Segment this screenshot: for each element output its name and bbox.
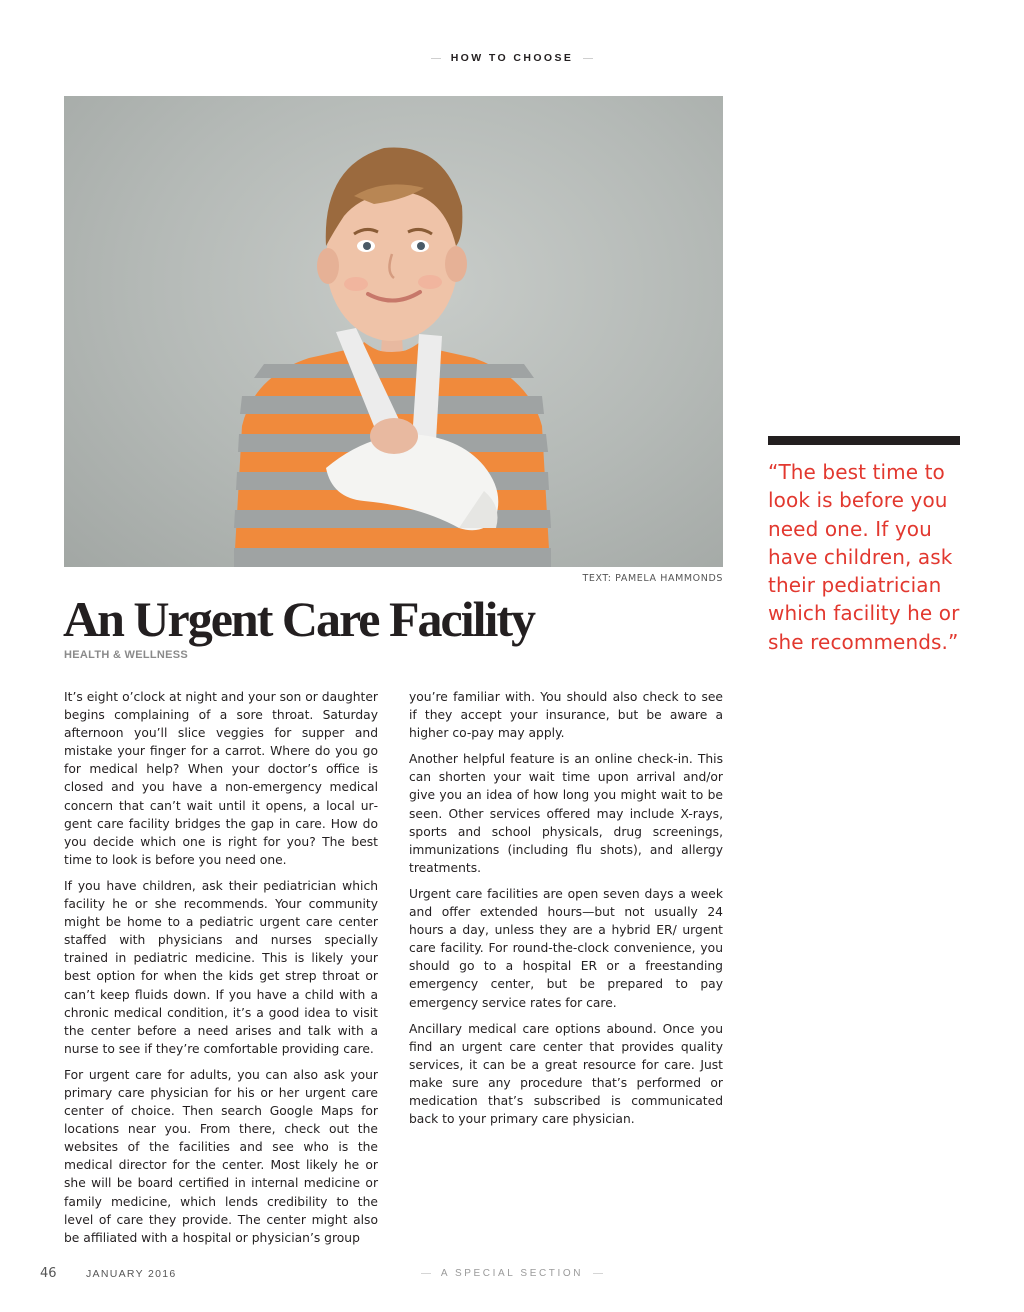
footer-section: [0, 1268, 1024, 1279]
page-number: 46: [40, 1266, 57, 1281]
boy-illustration: [64, 96, 723, 567]
body-paragraph: Another helpful feature is an online check-in. This can shorten your wait time upon arrival and/or give you an idea of how long you might wait to be seen. Other services offered may include X-rays, sports and school physicals, drug screenings, immunizations (including flu shots), and allergy treatments.: [409, 752, 723, 875]
body-paragraph: you’re familiar with. You should also check to see if they accept your insurance, but be aware a higher co-pay may apply.: [409, 690, 723, 741]
article-photo: [64, 96, 723, 567]
body-paragraph: For urgent care for adults, you can also ask your primary care physician for his or her urgent care center of choice. Then search Google Maps for locations near you. From there, check out the websites of the facilities and see who is the medical director for the center. Most likely he or she will be board certified in internal medicine or family medicine, which lends credibility to the level of care they provide. The center might also be affiliated with a hospital or physician’s group: [64, 1067, 378, 1245]
text-credit: TEXT: PAMELA HAMMONDS: [582, 573, 723, 584]
section-header-label: HOW TO CHOOSE: [450, 52, 574, 64]
body-paragraph: Urgent care facilities are open seven days a week and offer extended hours—but not usually 24 hours a day, unless they are a hybrid ER/ urgent care facility. For round-the-clock convenience, you should go to a hospital ER or a freestanding emergency center, but be prepared to pay emergency service rates for care.: [409, 886, 723, 1010]
pull-quote-divider: [768, 436, 960, 445]
footer-section-label: A SPECIAL SECTION: [440, 1268, 584, 1279]
header-dash-right: [583, 58, 593, 59]
body-paragraph: Ancillary medical care options abound. Once you find an urgent care center that provides quality services, it can be a great resource for care. Just make sure any procedure that’s performed or medication that’s subscribed is communicated back to your primary care physician.: [409, 1021, 723, 1127]
body-paragraph: If you have children, ask their pediatrician which facility he or she recommends. Your community might be home to a pediatric urgent care center staffed with physicians and nurses specially trained in pediatric medicine. This is likely your best option for when the kids get strep throat or can’t keep fluids down. If you have a child with a chronic medical condition, it’s a good idea to visit the center before a need arises and talk with a nurse to see if they’re comfortable providing care.: [64, 878, 378, 1056]
body-paragraph: It’s eight o’clock at night and your son or daughter begins complaining of a sore throat. Saturday afternoon you’ll slice veggies for supper and mistake your finger for a carrot. Where do you go for medical help? When your doctor’s office is closed and you have a non-emergency medical concern that can’t wait until it opens, a local urgent care facility bridges the gap in care. How do you decide which one is right for you? The best time to look is before you need one.: [64, 690, 378, 867]
pull-quote: “The best time to look is before you need one. If you have children, ask their pediatrician which facility he or she recommends.”: [768, 460, 960, 654]
header-dash-left: [431, 58, 441, 59]
article-title: An Urgent Care Facility: [63, 591, 535, 647]
footer-dash-right: [593, 1273, 603, 1274]
issue-date: JANUARY 2016: [86, 1268, 177, 1280]
article-category: HEALTH & WELLNESS: [64, 649, 189, 661]
footer-dash-left: [421, 1273, 431, 1274]
body-column-left: [64, 688, 378, 1255]
section-header: [0, 52, 1024, 64]
body-column-right: [409, 688, 723, 1136]
